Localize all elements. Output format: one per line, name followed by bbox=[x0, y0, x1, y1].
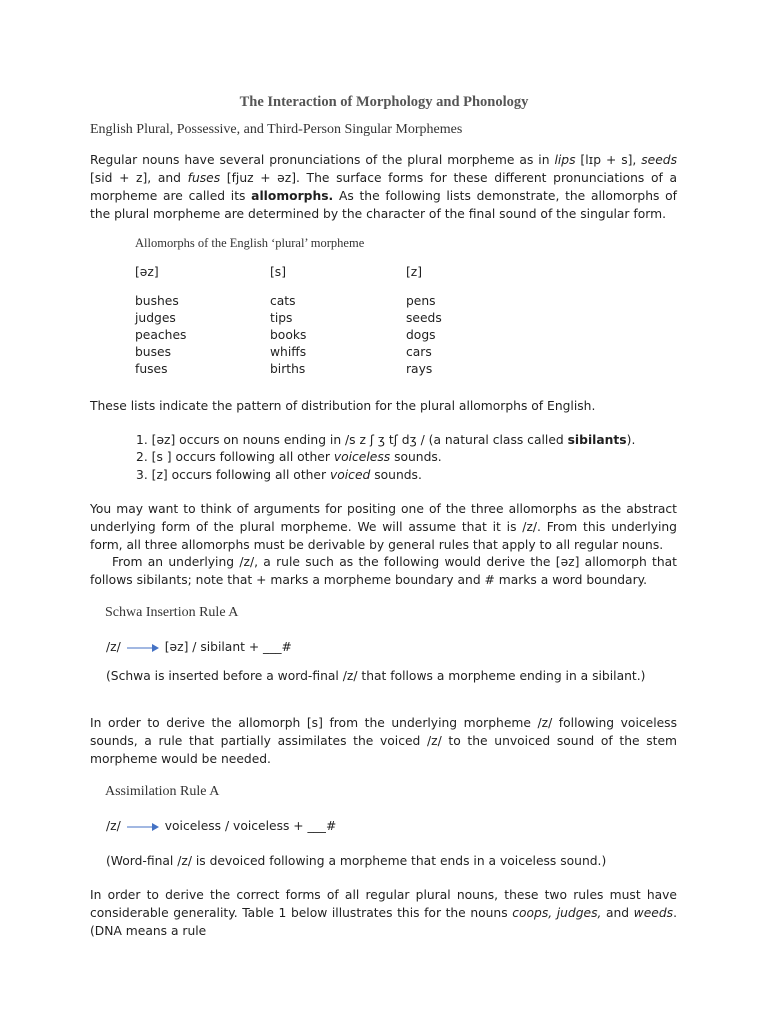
arrow-right-icon bbox=[126, 643, 160, 653]
distribution-intro: These lists indicate the pattern of distribution for the plural allomorphs of English. bbox=[90, 399, 596, 413]
intro-paragraph: Regular nouns have several pronunciations of the plural morpheme as in lips [lɪp + s], seeds [sid + z], and fuses [fjuz + əz]. The surface forms for these different pronunciations of a morpheme are called its allomorphs. As the following lists demonstrate, the allomorphs of the plural morpheme are determined by the character of the final sound of the singular form. bbox=[90, 153, 677, 221]
allomorph-column-s bbox=[270, 263, 400, 377]
assimilation-rule-note: (Word-final /z/ is devoiced following a morpheme that ends in a voiceless sound.) bbox=[106, 854, 607, 868]
schwa-rule-note: (Schwa is inserted before a word-final /z/ that follows a morpheme ending in a sibilant.) bbox=[106, 669, 646, 683]
word: rays bbox=[406, 362, 433, 376]
schwa-rule-formula: /z/ [əz] / sibilant + ___# bbox=[106, 640, 292, 654]
arrow-right-icon bbox=[126, 822, 160, 832]
allomorph-table-caption: Allomorphs of the English ‘plural’ morpheme bbox=[135, 236, 365, 250]
allomorph-column-z bbox=[406, 263, 536, 377]
schwa-rule-heading: Schwa Insertion Rule A bbox=[105, 605, 239, 620]
generality-paragraph: In order to derive the correct forms of all regular plural nouns, these two rules must have considerable generality. Table 1 below illustrates this for the nouns coops, judges, and weeds. (DNA means a rule bbox=[90, 888, 677, 938]
distribution-item-2: 2. [s ] occurs following all other voiceless sounds. bbox=[136, 450, 442, 464]
assimilation-paragraph: In order to derive the allomorph [s] from the underlying morpheme /z/ following voiceless sounds, a rule that partially assimilates the voiced /z/ to the unvoiced sound of the stem morpheme would be needed. bbox=[90, 716, 677, 766]
word: fuses bbox=[135, 362, 168, 376]
derivation-paragraph: From an underlying /z/, a rule such as the following would derive the [əz] allomorph that follows sibilants; note that + marks a morpheme boundary and # marks a word boundary. bbox=[90, 555, 677, 587]
underlying-form-paragraph: You may want to think of arguments for positing one of the three allomorphs as the abstract underlying form of the plural morpheme. We will assume that it is /z/. From this underlying form, all three allomorphs must be derivable by general rules that apply to all regular nouns. bbox=[90, 502, 677, 552]
word: peaches bbox=[135, 328, 187, 342]
word: dogs bbox=[406, 328, 436, 342]
column-header: [z] bbox=[406, 265, 423, 279]
word: buses bbox=[135, 345, 171, 359]
column-header: [s] bbox=[270, 265, 287, 279]
section-subtitle: English Plural, Possessive, and Third-Person Singular Morphemes bbox=[90, 122, 463, 137]
word: bushes bbox=[135, 294, 179, 308]
word: books bbox=[270, 328, 307, 342]
word: pens bbox=[406, 294, 436, 308]
word: tips bbox=[270, 311, 293, 325]
word: seeds bbox=[406, 311, 442, 325]
column-header: [əz] bbox=[135, 265, 159, 279]
assimilation-rule-heading: Assimilation Rule A bbox=[105, 784, 220, 799]
distribution-item-3: 3. [z] occurs following all other voiced sounds. bbox=[136, 468, 422, 482]
word: cats bbox=[270, 294, 296, 308]
word: judges bbox=[135, 311, 176, 325]
word: cars bbox=[406, 345, 432, 359]
allomorph-column-ez bbox=[135, 263, 265, 377]
assimilation-rule-formula: /z/ voiceless / voiceless + ___# bbox=[106, 819, 337, 833]
word: births bbox=[270, 362, 306, 376]
page-title: The Interaction of Morphology and Phonology bbox=[239, 94, 529, 110]
distribution-item-1: 1. [əz] occurs on nouns ending in /s z ʃ ʒ tʃ dʒ / (a natural class called sibilants). bbox=[136, 433, 636, 447]
word: whiffs bbox=[270, 345, 307, 359]
